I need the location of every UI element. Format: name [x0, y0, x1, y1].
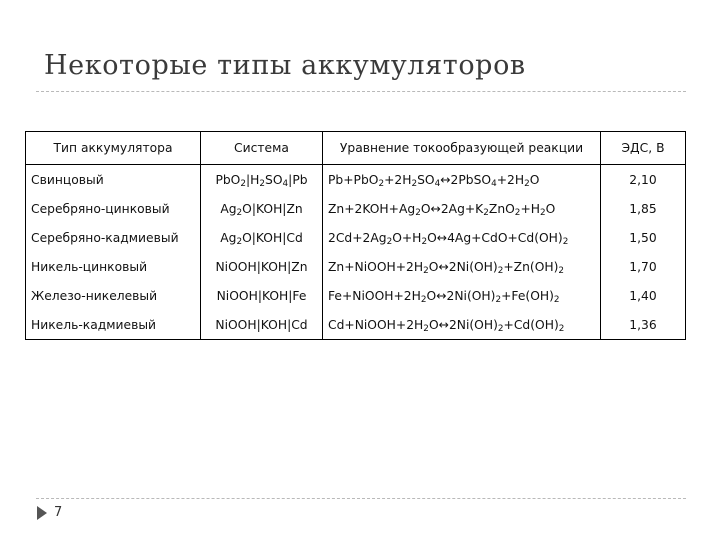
battery-type-cell: Серебряно-кадмиевый	[26, 223, 201, 252]
page-marker-arrow-icon	[37, 506, 47, 520]
reaction-arrow-icon: ↔	[436, 230, 448, 245]
header-emf: ЭДС, В	[601, 132, 686, 165]
title-divider	[36, 91, 686, 92]
table-body	[26, 165, 686, 340]
header-battery-type: Тип аккумулятора	[26, 132, 201, 165]
table-row	[26, 310, 686, 340]
reaction-arrow-icon: ↔	[436, 288, 447, 303]
header-reaction: Уравнение токообразующей реакции	[323, 132, 601, 165]
emf-cell: 2,10	[601, 165, 686, 195]
footer-divider	[36, 498, 686, 499]
system-cell: $Ag_2O|KOH|Zn$	[201, 194, 323, 223]
system-cell: NiOOH|KOH|Fe	[201, 281, 323, 310]
reaction-cell: $2Cd+2Ag_2O+H_2O\leftrightarrow 4Ag+CdO+Cd(OH)_2$	[323, 223, 601, 252]
reaction-arrow-icon: ↔	[438, 259, 449, 274]
battery-types-table	[25, 131, 686, 340]
reaction-arrow-icon: ↔	[430, 201, 441, 216]
battery-type-cell: Никель-цинковый	[26, 252, 201, 281]
system-cell: $PbO_2|H_2SO_4|Pb$	[201, 165, 323, 195]
reaction-cell: $Cd+NiOOH+2H_2O\leftrightarrow 2Ni(OH)_2+Cd(OH)_2$	[323, 310, 601, 340]
system-cell: NiOOH|KOH|Zn	[201, 252, 323, 281]
table-row	[26, 281, 686, 310]
slide-title: Некоторые типы аккумуляторов	[44, 50, 526, 81]
reaction-cell: $Zn+2KOH+Ag_2O\leftrightarrow 2Ag+K_2ZnO_2+H_2O$	[323, 194, 601, 223]
system-cell: $Ag_2O|KOH|Cd$	[201, 223, 323, 252]
battery-type-cell: Серебряно-цинковый	[26, 194, 201, 223]
battery-type-cell: Никель-кадмиевый	[26, 310, 201, 340]
emf-cell: 1,50	[601, 223, 686, 252]
battery-type-cell: Свинцовый	[26, 165, 201, 195]
emf-cell: 1,36	[601, 310, 686, 340]
emf-cell: 1,85	[601, 194, 686, 223]
header-system: Система	[201, 132, 323, 165]
reaction-cell: $Pb+PbO_2+2H_2SO_4\leftrightarrow 2PbSO_4+2H_2O$	[323, 165, 601, 195]
table-row	[26, 223, 686, 252]
reaction-arrow-icon: ↔	[438, 317, 449, 332]
reaction-cell: $Zn+NiOOH+2H_2O\leftrightarrow 2Ni(OH)_2+Zn(OH)_2$	[323, 252, 601, 281]
table-row	[26, 194, 686, 223]
page-number: 7	[54, 505, 63, 520]
reaction-cell: $Fe+NiOOH+2H_2O\leftrightarrow 2Ni(OH)_2+Fe(OH)_2$	[323, 281, 601, 310]
table-header-row	[26, 132, 686, 165]
table-row	[26, 165, 686, 195]
emf-cell: 1,40	[601, 281, 686, 310]
battery-type-cell: Железо-никелевый	[26, 281, 201, 310]
system-cell: NiOOH|KOH|Cd	[201, 310, 323, 340]
reaction-arrow-icon: ↔	[440, 172, 451, 187]
emf-cell: 1,70	[601, 252, 686, 281]
table-row	[26, 252, 686, 281]
